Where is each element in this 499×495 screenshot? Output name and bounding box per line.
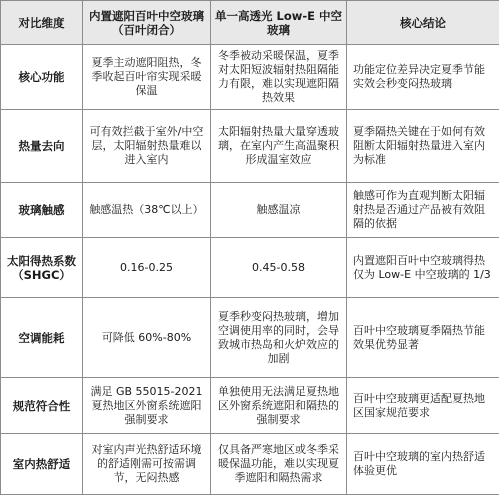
row-dimension: 规范符合性 bbox=[1, 378, 83, 434]
row-conclusion-cell: 百叶中空玻璃的室内热舒适体验更优 bbox=[347, 434, 499, 495]
row-lowe-cell: 冬季被动采暖保温，夏季对太阳短波辐射热阻隔能力有限，难以实现遮阳隔热效果 bbox=[211, 45, 347, 110]
header-dimension: 对比维度 bbox=[1, 1, 83, 45]
table-row bbox=[1, 298, 499, 378]
row-lowe-cell: 触感温凉 bbox=[211, 183, 347, 238]
header-conclusion: 核心结论 bbox=[347, 1, 499, 45]
row-lowe-cell: 仅具备严寒地区或冬季采暖保温功能，难以实现夏季遮阳和隔热需求 bbox=[211, 434, 347, 495]
table-row bbox=[1, 434, 499, 495]
table-row bbox=[1, 238, 499, 298]
table-row bbox=[1, 378, 499, 434]
row-lowe-cell: 夏季秒变闷热玻璃，增加空调使用率的同时，会导致城市热岛和火炉效应的加剧 bbox=[211, 298, 347, 378]
row-blinds-cell: 可有效拦截于室外/中空层，太阳辐射热量难以进入室内 bbox=[83, 110, 211, 183]
header-blinds-glass: 内置遮阳百叶中空玻璃（百叶闭合） bbox=[83, 1, 211, 45]
row-blinds-cell: 触感温热（38℃以上） bbox=[83, 183, 211, 238]
row-conclusion-cell: 夏季隔热关键在于如何有效阻断太阳辐射热量进入室内为标准 bbox=[347, 110, 499, 183]
row-conclusion-cell: 触感可作为直观判断太阳辐射热是否通过产品被有效阻隔的依据 bbox=[347, 183, 499, 238]
row-conclusion-cell: 功能定位差异决定夏季节能实效会秒变闷热玻璃 bbox=[347, 45, 499, 110]
row-dimension: 玻璃触感 bbox=[1, 183, 83, 238]
row-conclusion-cell: 百叶中空玻璃更适配夏热地区国家规范要求 bbox=[347, 378, 499, 434]
row-dimension: 热量去向 bbox=[1, 110, 83, 183]
row-conclusion-cell: 内置遮阳百叶中空玻璃得热仅为 Low-E 中空玻璃的 1/3 bbox=[347, 238, 499, 298]
table-row bbox=[1, 45, 499, 110]
row-blinds-cell: 对室内声光热舒适环境的舒适刚需可按需调节，无闷热感 bbox=[83, 434, 211, 495]
row-dimension: 太阳得热系数（SHGC） bbox=[1, 238, 83, 298]
row-blinds-cell: 可降低 60%-80% bbox=[83, 298, 211, 378]
table-row bbox=[1, 183, 499, 238]
row-dimension: 核心功能 bbox=[1, 45, 83, 110]
row-blinds-cell: 满足 GB 55015-2021 夏热地区外窗系统遮阳强制要求 bbox=[83, 378, 211, 434]
row-lowe-cell: 太阳辐射热量大量穿透玻璃，在室内产生高温聚积形成温室效应 bbox=[211, 110, 347, 183]
row-lowe-cell: 0.45-0.58 bbox=[211, 238, 347, 298]
table-row bbox=[1, 110, 499, 183]
row-dimension: 空调能耗 bbox=[1, 298, 83, 378]
row-lowe-cell: 单独使用无法满足夏热地区外窗系统遮阳和隔热的强制要求 bbox=[211, 378, 347, 434]
header-lowe-glass: 单一高透光 Low-E 中空玻璃 bbox=[211, 1, 347, 45]
row-blinds-cell: 夏季主动遮阳阻热，冬季收起百叶帘实现采暖保温 bbox=[83, 45, 211, 110]
row-conclusion-cell: 百叶中空玻璃夏季隔热节能效果优势显著 bbox=[347, 298, 499, 378]
header-row bbox=[1, 1, 499, 45]
row-dimension: 室内热舒适 bbox=[1, 434, 83, 495]
row-blinds-cell: 0.16-0.25 bbox=[83, 238, 211, 298]
